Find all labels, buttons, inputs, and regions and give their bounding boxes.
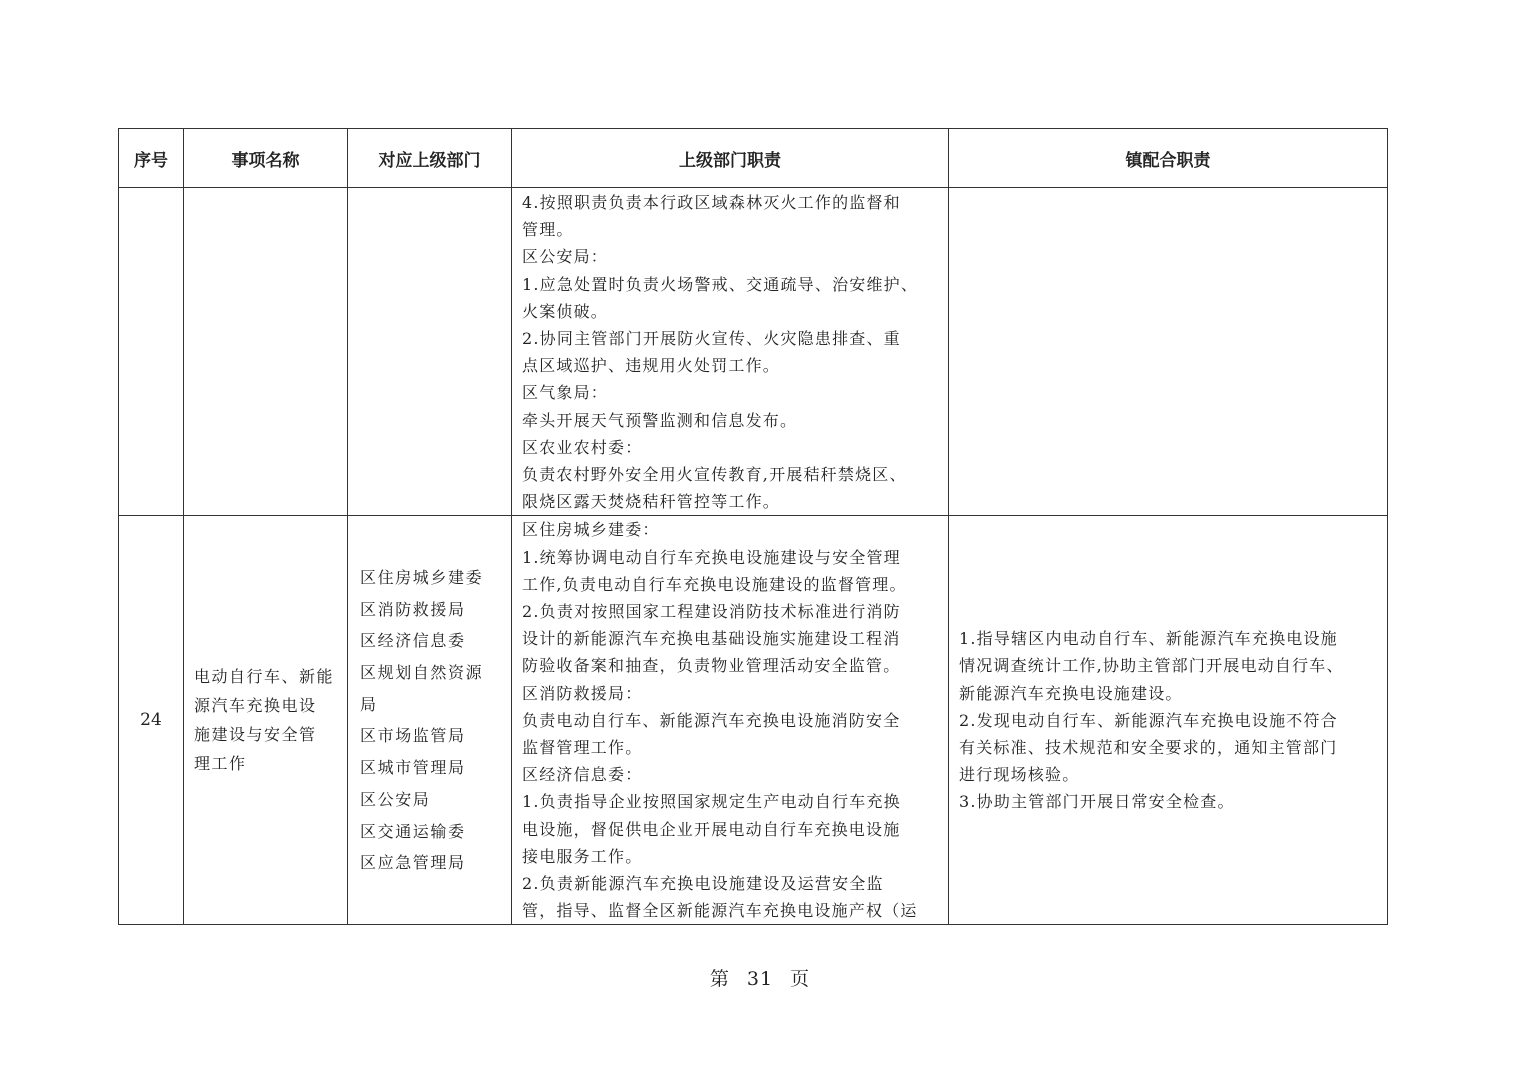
department-item: 局 <box>360 694 378 714</box>
text-line: 火案侦破。 <box>522 301 609 321</box>
text-line: 1.负责指导企业按照国家规定生产电动自行车充换 <box>522 792 901 812</box>
header-item-name: 事项名称 <box>184 129 348 188</box>
text-line: 有关标准、技术规范和安全要求的，通知主管部门 <box>959 738 1338 758</box>
cell-seq-empty <box>119 188 184 516</box>
table-row-continued <box>119 188 1388 516</box>
cell-seq: 24 <box>119 516 184 925</box>
cell-item-name <box>184 516 348 925</box>
text-line: 管理。 <box>522 220 574 240</box>
name-line: 理工作 <box>194 754 247 774</box>
text-line: 点区域巡护、违规用火处罚工作。 <box>522 356 781 376</box>
header-town-duties: 镇配合职责 <box>949 129 1388 188</box>
text-line: 1.统筹协调电动自行车充换电设施建设与安全管理 <box>522 547 901 567</box>
text-line: 区公安局： <box>522 247 609 267</box>
responsibility-table <box>118 128 1388 925</box>
text-line: 2.协同主管部门开展防火宣传、火灾隐患排查、重 <box>522 329 901 349</box>
text-line: 牵头开展天气预警监测和信息发布。 <box>522 410 798 430</box>
header-seq: 序号 <box>119 129 184 188</box>
name-line: 施建设与安全管 <box>194 725 317 745</box>
text-line: 接电服务工作。 <box>522 846 643 866</box>
department-item: 区公安局 <box>360 789 431 809</box>
department-item: 区住房城乡建委 <box>360 567 484 587</box>
cell-dept-empty <box>348 188 512 516</box>
department-item: 区市场监管局 <box>360 726 466 746</box>
text-line: 负责电动自行车、新能源汽车充换电设施消防安全 <box>522 710 901 730</box>
department-item: 区交通运输委 <box>360 821 466 841</box>
page-footer <box>0 964 1520 991</box>
text-line: 管，指导、监督全区新能源汽车充换电设施产权（运 <box>522 901 918 921</box>
department-item: 区城市管理局 <box>360 758 466 778</box>
text-line: 区经济信息委： <box>522 765 643 785</box>
text-line: 1.应急处置时负责火场警戒、交通疏导、治安维护、 <box>522 274 919 294</box>
text-line: 限烧区露天焚烧秸秆管控等工作。 <box>522 492 781 512</box>
page-number: 31 <box>746 968 774 990</box>
text-line: 进行现场核验。 <box>959 765 1080 785</box>
text-line: 2.负责新能源汽车充换电设施建设及运营安全监 <box>522 874 884 894</box>
text-line: 区气象局： <box>522 383 609 403</box>
text-line: 1.指导辖区内电动自行车、新能源汽车充换电设施 <box>959 629 1338 649</box>
text-line: 监督管理工作。 <box>522 738 643 758</box>
cell-superior-duties-continued <box>512 188 949 516</box>
item-name-text <box>184 662 347 778</box>
header-row <box>119 129 1388 188</box>
department-item: 区应急管理局 <box>360 853 466 873</box>
department-item: 区规划自然资源 <box>360 663 484 683</box>
cell-superior-duties <box>512 516 949 925</box>
text-line: 区农业农村委： <box>522 437 643 457</box>
department-item: 区消防救援局 <box>360 599 466 619</box>
text-line: 区住房城乡建委： <box>522 520 660 540</box>
cell-name-empty <box>184 188 348 516</box>
text-line: 区消防救援局： <box>522 683 643 703</box>
footer-prefix: 第 <box>709 968 730 990</box>
text-line: 2.负责对按照国家工程建设消防技术标准进行消防 <box>522 602 901 622</box>
department-item: 区经济信息委 <box>360 631 466 651</box>
text-line: 新能源汽车充换电设施建设。 <box>959 683 1183 703</box>
text-line: 3.协助主管部门开展日常安全检查。 <box>959 792 1235 812</box>
duties-text <box>512 188 948 515</box>
footer-suffix: 页 <box>790 968 811 990</box>
town-duties-text <box>949 625 1387 815</box>
name-line: 电动自行车、新能 <box>194 667 335 687</box>
text-line: 防验收备案和抽查，负责物业管理活动安全监管。 <box>522 656 901 676</box>
text-line: 工作,负责电动自行车充换电设施建设的监督管理。 <box>522 574 907 594</box>
cell-departments <box>348 516 512 925</box>
text-line: 负责农村野外安全用火宣传教育,开展秸秆禁烧区、 <box>522 465 907 485</box>
name-line: 源汽车充换电设 <box>194 696 317 716</box>
header-superior-dept: 对应上级部门 <box>348 129 512 188</box>
text-line: 情况调查统计工作,协助主管部门开展电动自行车、 <box>959 656 1344 676</box>
departments-list <box>348 562 511 879</box>
text-line: 电设施，督促供电企业开展电动自行车充换电设施 <box>522 819 901 839</box>
table-row-24 <box>119 516 1388 925</box>
cell-town-duties <box>949 516 1388 925</box>
duties-text <box>512 516 948 924</box>
cell-town-duties-empty <box>949 188 1388 516</box>
text-line: 4.按照职责负责本行政区域森林灭火工作的监督和 <box>522 193 901 212</box>
text-line: 2.发现电动自行车、新能源汽车充换电设施不符合 <box>959 710 1338 730</box>
text-line: 设计的新能源汽车充换电基础设施实施建设工程消 <box>522 629 901 649</box>
header-superior-duties: 上级部门职责 <box>512 129 949 188</box>
